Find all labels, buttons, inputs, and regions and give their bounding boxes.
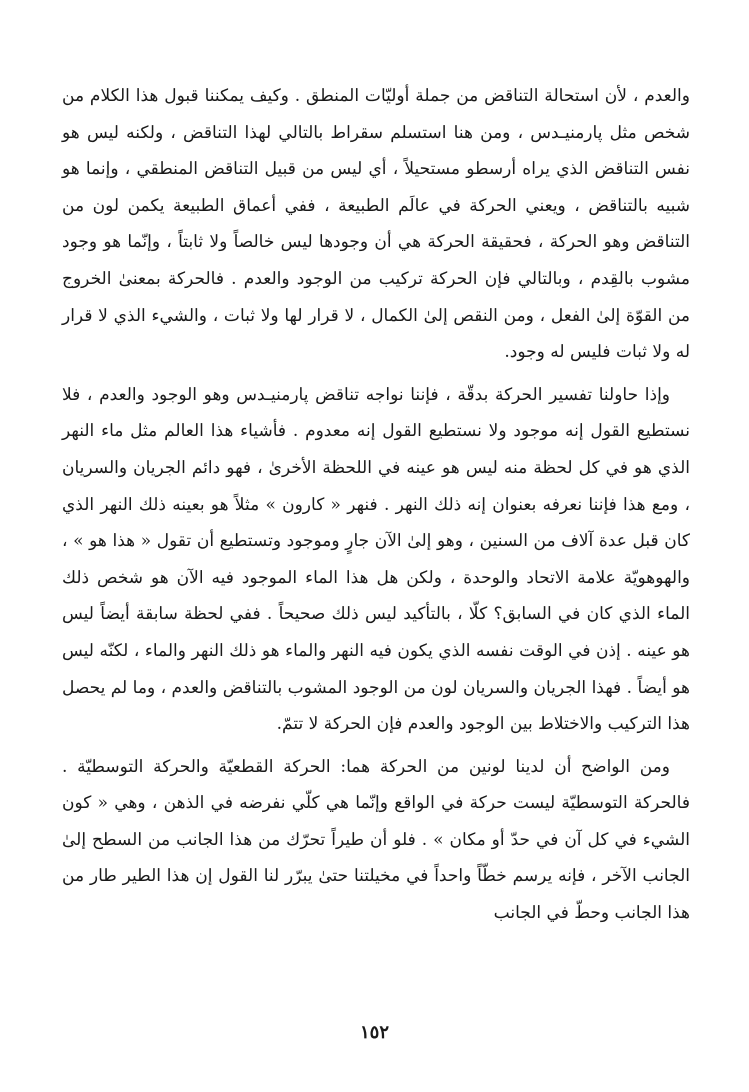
paragraph-3: ومن الواضح أن لدينا لونين من الحركة هما: الحركة القطعيّة والحركة التوسطيّة . فالحركة التوسطيّة ليست حركة في الواقع وإنّما هي كلّي نفرضه في الذهن ، وهي « كون الشيء في كل آن في حدّ أو مكان » . فلو أن طيراً تحرّك من هذا الجانب من السطح إلىٰ الجانب الآخر ، فإنه يرسم خطّاً واحداً في مخيلتنا حتىٰ يبرّر لنا القول إن هذا الطير طار من هذا الجانب وحطّ في الجانب bbox=[62, 756, 690, 924]
body-text bbox=[62, 78, 690, 938]
page-number: ١٥٢ bbox=[359, 1022, 389, 1043]
paragraph-2: وإذا حاولنا تفسير الحركة بدقّة ، فإننا نواجه تناقض پارمنيـدس وهو الوجود والعدم ، فلا نستطيع القول إنه موجود ولا نستطيع القول إنه معدوم . فأشياء هذا العالم مثل ماء النهر الذي هو في كل لحظة منه ليس هو عينه في اللحظة الأخرىٰ ، فهو دائم الجريان والسريان ، ومع هذا فإننا نعرفه بعنوان إنه ذلك النهر . فنهر « كارون » مثلاً هو بعينه ذلك النهر الذي كان قبل عدة آلاف من السنين ، وهو إلىٰ الآن جارٍ وموجود وتستطيع أن تقول « هذا هو » ، والهوهويّة علامة الاتحاد والوحدة ، ولكن هل هذا الماء الموجود فيه الآن هو شخص ذلك الماء الذي كان في السابق؟ كلّا ، بالتأكيد ليس ذلك صحيحاً . ففي لحظة سابقة أيضاً ليس هو عينه . إذن في الوقت نفسه الذي يكون فيه النهر والماء هو ذلك النهر والماء ، لكنّه ليس هو أيضاً . فهذا الجريان والسريان لون من الوجود المشوب بالتناقض والعدم ، وما لم يحصل هذا التركيب والاختلاط بين الوجود والعدم فإن الحركة لا تتمّ. bbox=[62, 384, 690, 735]
paragraph-1: والعدم ، لأن استحالة التناقض من جملة أوليّات المنطق . وكيف يمكننا قبول هذا الكلام من شخص مثل پارمنيـدس ، ومن هنا استسلم سقراط بالتالي لهذا التناقض ، ولكنه ليس هو نفس التناقض الذي يراه أرسطو مستحيلاً ، أي ليس من قبيل التناقض المنطقي ، وإنما هو شبيه بالتناقض ، ويعني الحركة في عالَم الطبيعة ، ففي أعماق الطبيعة يكمن لون من التناقض وهو الحركة ، فحقيقة الحركة هي أن وجودها ليس خالصاً ولا ثابتاً ، وإنّما هو وجود مشوب بالقِدم ، وبالتالي فإن الحركة تركيب من الوجود والعدم . فالحركة بمعنىٰ الخروج من القوّة إلىٰ الفعل ، ومن النقص إلىٰ الكمال ، لا قرار لها ولا ثبات ، والشيء الذي لا قرار له ولا ثبات فليس له وجود. bbox=[62, 86, 690, 363]
